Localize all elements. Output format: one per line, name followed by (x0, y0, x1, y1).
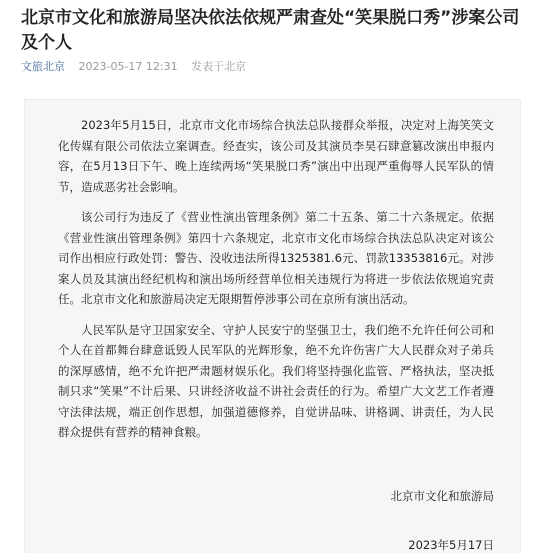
signature-block (294, 486, 494, 555)
article-title: 北京市文化和旅游局坚决依法依规严肃查处“笑果脱口秀”涉案公司及个人 (21, 6, 526, 56)
signature-org: 北京市文化和旅游局 (294, 486, 494, 507)
paragraph-3: 人民军队是守卫国家安全、守护人民安宁的坚强卫士，我们绝不允许任何公司和个人在首都舞台肆意诋毁人民军队的光辉形象，绝不允许伤害广大人民群众对子弟兵的深厚感情，绝不允许把严肃题材娱乐化。我们将坚持强化监管、严格执法，坚决抵制只求“笑果”不计后果、只讲经济收益不讲社会责任的行为。希望广大文艺工作者遵守法律法规，端正创作思想，加强道德修养，自觉讲品味、讲格调、讲责任，为人民群众提供有营养的精神食粮。 (58, 320, 494, 443)
publish-location: 发表于北京 (191, 60, 246, 73)
paragraph-2: 该公司行为违反了《营业性演出管理条例》第二十五条、第二十六条规定。依据《营业性演出管理条例》第四十六条规定，北京市文化市场综合执法总队决定对该公司作出相应行政处罚：警告、没收违法所得1325381.6元、罚款13353816元。对涉案人员及其演出经纪机构和演出场所经营单位相关违规行为将进一步依法依规追究责任。北京市文化和旅游局决定无限期暂停涉事公司在京所有演出活动。 (58, 207, 494, 310)
notice-body (58, 115, 494, 453)
source-link[interactable]: 文旅北京 (21, 60, 65, 73)
article-meta (21, 60, 246, 74)
publish-time: 2023-05-17 12:31 (79, 60, 178, 73)
paragraph-1: 2023年5月15日，北京市文化市场综合执法总队接群众举报，决定对上海笑笑文化传媒有限公司依法立案调查。经查实，该公司及其演员李昊石肆意篡改演出申报内容，在5月13日下午、晚上连续两场“笑果脱口秀”演出中出现严重侮辱人民军队的情节，造成恶劣社会影响。 (58, 115, 494, 197)
signature-date: 2023年5月17日 (294, 535, 494, 555)
